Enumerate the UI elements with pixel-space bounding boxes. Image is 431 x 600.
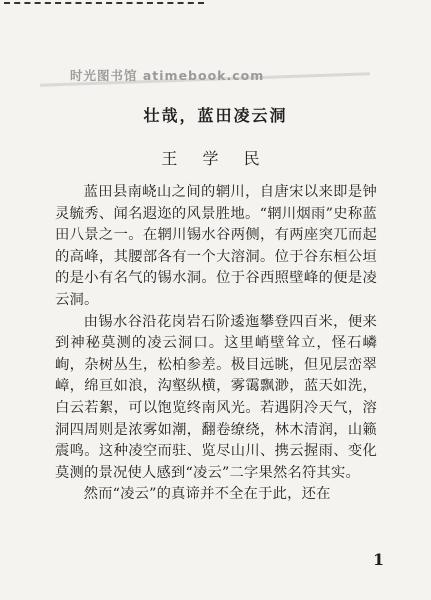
watermark [0, 62, 431, 86]
page-number: 1 [373, 550, 385, 569]
paragraph-1: 蓝田县南峣山之间的辋川，自唐宋以来即是钟灵毓秀、闻名遐迩的风景胜地。“辋川烟雨”史称蓝田八景之一。在辋川锡水谷两侧，有两座突兀而起的高峰，其腰部各有一个大溶洞。位于谷东桓公垣的是小有名气的锡水洞。位于谷西照壁峰的便是凌云洞。 [55, 184, 377, 308]
top-rule [4, 2, 204, 4]
article-title: 壮哉，蓝田凌云洞 [143, 106, 288, 125]
article-body [55, 182, 377, 506]
article-author: 王 学 民 [161, 149, 270, 168]
paragraph-3: 然而“凌云”的真谛并不全在于此，还在 [83, 486, 331, 503]
watermark-text: 时光图书馆 atimebook.com [70, 68, 265, 83]
paragraph-2: 由锡水谷沿花岗岩石阶逶迤攀登四百米，便来到神秘莫测的凌云洞口。这里峭壁耸立，怪石嶙峋，杂树丛生，松柏参差。极目远眺，但见层峦翠嶂，绵亘如浪，沟壑纵横，雾霭飘渺，蓝天如洗，白云若絮，可以饱览终南风光。若遇阴冷天气，溶洞四周则是浓雾如潮，翻卷缭绕，林木清润，山籁震鸣。这种凌空而驻、览尽山川、携云握雨、变化莫测的景况使人感到“凌云”二字果然名符其实。 [55, 313, 377, 481]
